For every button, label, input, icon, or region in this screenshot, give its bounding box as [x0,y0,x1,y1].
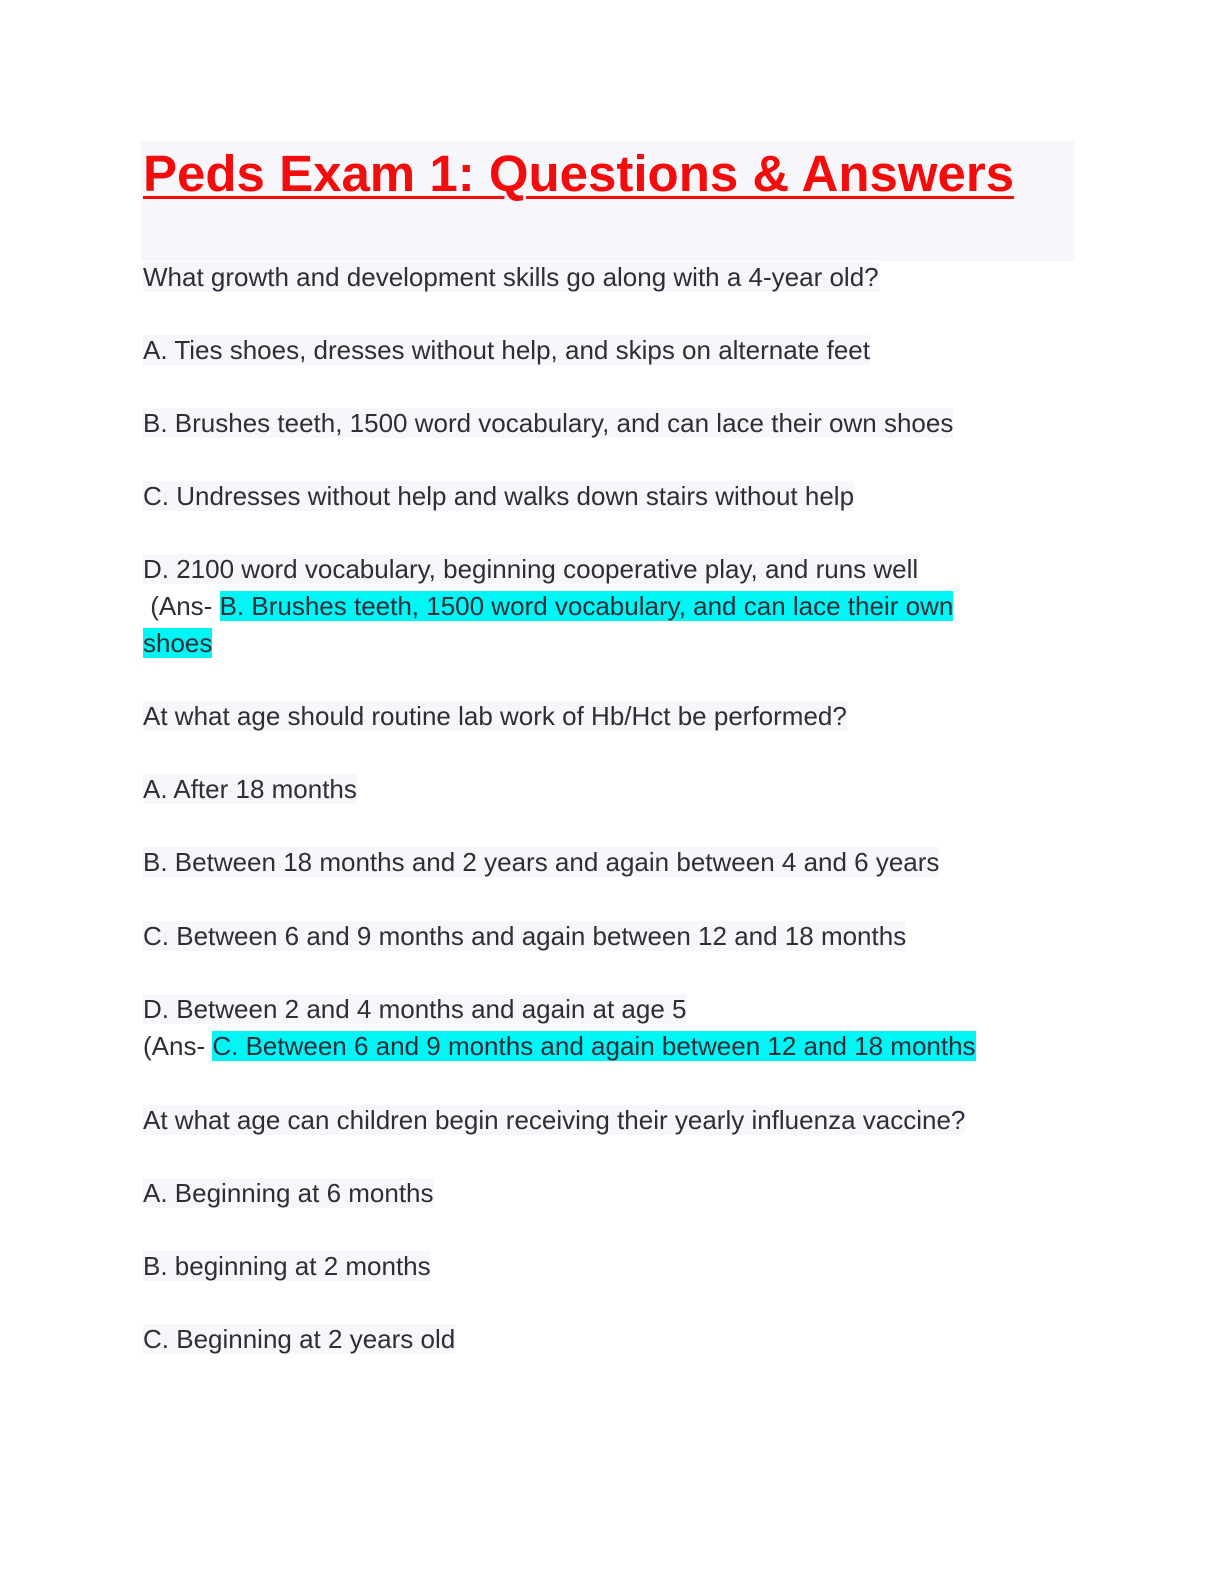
question-1-answer-cont [143,625,212,661]
answer-highlight: B. Brushes teeth, 1500 word vocabulary, and can lace their own [219,591,954,621]
question-2-answer [143,1028,976,1064]
question-1-option-d: D. 2100 word vocabulary, beginning cooperative play, and runs well [143,554,919,584]
question-2-option-d: D. Between 2 and 4 months and again at age 5 [143,994,687,1024]
question-1-option-c: C. Undresses without help and walks down stairs without help [143,481,855,511]
answer-prefix: (Ans- [143,591,220,621]
document-title: Peds Exam 1: Questions & Answers [143,145,1015,202]
question-1-option-b: B. Brushes teeth, 1500 word vocabulary, and can lace their own shoes [143,408,954,438]
question-3-option-b: B. beginning at 2 months [143,1251,431,1281]
question-2-text: At what age should routine lab work of Hb/Hct be performed? [143,701,847,731]
question-1 [143,259,879,295]
question-2-option-c: C. Between 6 and 9 months and again between 12 and 18 months [143,921,907,951]
question-3-text: At what age can children begin receiving their yearly influenza vaccine? [143,1105,966,1135]
question-3-option-a: A. Beginning at 6 months [143,1178,434,1208]
question-1-option-a: A. Ties shoes, dresses without help, and skips on alternate feet [143,335,870,365]
question-3-option-c: C. Beginning at 2 years old [143,1324,456,1354]
answer-highlight: shoes [143,628,213,658]
question-2-option-a: A. After 18 months [143,774,357,804]
answer-highlight: C. Between 6 and 9 months and again between 12 and 18 months [212,1031,976,1061]
question-2 [143,698,847,734]
question-1-text: What growth and development skills go along with a 4-year old? [143,262,879,292]
question-3 [143,1102,965,1138]
answer-prefix: (Ans- [143,1031,213,1061]
question-2-option-b: B. Between 18 months and 2 years and again between 4 and 6 years [143,847,940,877]
question-1-answer [143,588,953,624]
